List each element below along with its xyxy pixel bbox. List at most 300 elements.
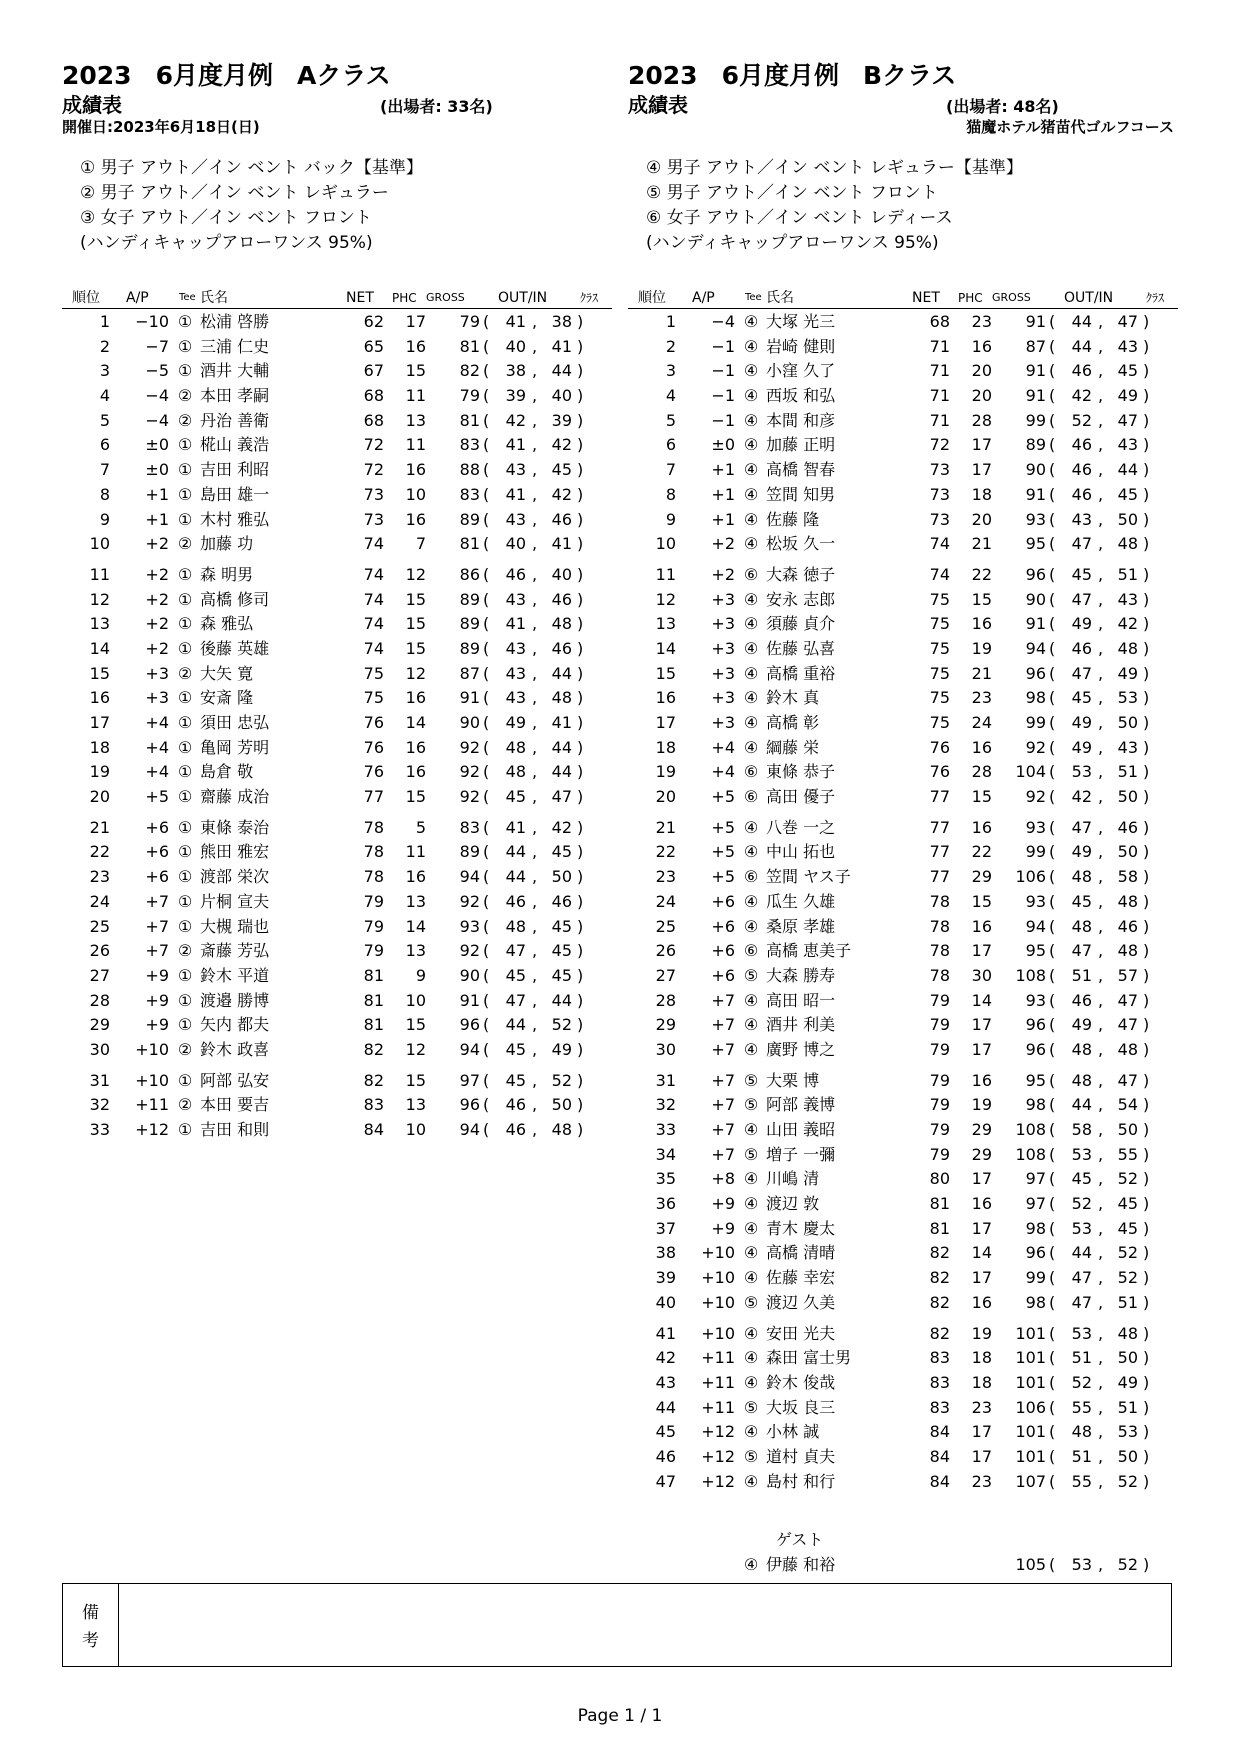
comma: , — [1098, 1070, 1104, 1090]
header-gross: GROSS — [426, 291, 465, 304]
name-cell: 廣野 博之 — [766, 1039, 836, 1059]
out-cell: 43 — [505, 589, 526, 609]
paren-open: ( — [1049, 842, 1056, 862]
name-cell: 青木 慶太 — [766, 1218, 836, 1238]
paren-open: ( — [1049, 460, 1056, 480]
table-row — [628, 483, 1178, 508]
header-name: 氏名 — [200, 290, 228, 306]
table-row — [628, 1291, 1178, 1316]
paren-open: ( — [483, 361, 490, 381]
comma: , — [1098, 842, 1104, 862]
participant-count: (出場者: 48名) — [946, 97, 1059, 116]
in-cell: 45 — [1117, 484, 1138, 504]
name-cell: 増子 一彌 — [766, 1144, 836, 1164]
paren-close: ) — [1143, 867, 1150, 887]
ap-cell: +9 — [145, 965, 169, 985]
comma: , — [1098, 713, 1104, 732]
comma: , — [1098, 1015, 1104, 1035]
tee-cell: ④ — [743, 509, 759, 529]
net-cell: 82 — [929, 1292, 950, 1312]
name-cell: 山田 義昭 — [766, 1120, 836, 1139]
comma: , — [532, 1120, 538, 1139]
in-cell: 42 — [551, 484, 572, 504]
rank-cell: 6 — [665, 435, 676, 455]
table-row — [628, 1266, 1178, 1291]
gross-cell: 94 — [1025, 638, 1046, 658]
paren-close: ) — [577, 713, 584, 732]
ap-cell: +2 — [145, 564, 169, 584]
comma: , — [532, 842, 538, 862]
net-cell: 77 — [929, 787, 950, 807]
rank-cell: 13 — [655, 614, 676, 634]
section-b-title — [628, 58, 1178, 94]
ap-cell: +7 — [711, 1070, 735, 1090]
ap-cell: +12 — [701, 1446, 735, 1466]
comma: , — [1098, 1268, 1104, 1288]
paren-open: ( — [1049, 1039, 1056, 1059]
in-cell: 45 — [1117, 1218, 1138, 1238]
ap-cell: +6 — [711, 965, 735, 985]
tee-cell: ④ — [743, 1554, 759, 1574]
gross-cell: 99 — [1025, 410, 1046, 430]
name-cell: 齋藤 成治 — [200, 787, 270, 807]
phc-cell: 17 — [971, 1268, 992, 1288]
comma: , — [532, 614, 538, 634]
phc-cell: 15 — [971, 589, 992, 609]
paren-close: ) — [1143, 941, 1150, 961]
rank-cell: 7 — [99, 460, 110, 480]
paren-open: ( — [1049, 688, 1056, 708]
ap-cell: +7 — [145, 941, 169, 961]
paren-open: ( — [1049, 817, 1056, 837]
phc-cell: 16 — [405, 336, 426, 356]
net-cell: 74 — [363, 589, 384, 609]
paren-close: ) — [1143, 564, 1150, 584]
table-row — [62, 816, 612, 841]
paren-open: ( — [1049, 1144, 1056, 1164]
paren-close: ) — [1143, 842, 1150, 862]
in-cell: 45 — [1117, 361, 1138, 381]
gross-cell: 79 — [459, 386, 480, 406]
rank-cell: 11 — [89, 564, 110, 584]
net-cell: 84 — [929, 1471, 950, 1491]
comma: , — [1098, 1397, 1104, 1417]
gross-cell: 92 — [1025, 737, 1046, 757]
in-cell: 39 — [551, 410, 572, 430]
rank-cell: 45 — [655, 1422, 676, 1442]
table-row — [62, 508, 612, 533]
comma: , — [1098, 564, 1104, 584]
tee-cell: ① — [177, 638, 193, 658]
net-cell: 74 — [363, 614, 384, 634]
rank-cell: 12 — [655, 589, 676, 609]
ap-cell: +5 — [711, 817, 735, 837]
comma: , — [1098, 787, 1104, 807]
net-cell: 73 — [929, 484, 950, 504]
table-row — [62, 1069, 612, 1094]
gross-cell: 92 — [459, 941, 480, 961]
paren-open: ( — [1049, 1372, 1056, 1392]
paren-open: ( — [1049, 589, 1056, 609]
comma: , — [532, 336, 538, 356]
out-cell: 53 — [1071, 762, 1092, 782]
tee-cell: ④ — [743, 484, 759, 504]
in-cell: 43 — [1117, 589, 1138, 609]
name-cell: 森 明男 — [200, 564, 254, 584]
net-cell: 81 — [363, 965, 384, 985]
gross-cell: 96 — [459, 1015, 480, 1035]
table-row — [628, 1093, 1178, 1118]
net-cell: 79 — [929, 990, 950, 1010]
paren-open: ( — [1049, 1397, 1056, 1417]
paren-close: ) — [1143, 1120, 1150, 1139]
name-cell: 八巻 一之 — [766, 817, 836, 837]
ap-cell: +7 — [711, 1144, 735, 1164]
paren-open: ( — [483, 1095, 490, 1115]
tee-cell: ④ — [743, 1169, 759, 1189]
tee-cell: ① — [177, 1120, 193, 1139]
tee-cell: ① — [177, 817, 193, 837]
phc-cell: 30 — [971, 965, 992, 985]
ap-cell: +2 — [145, 614, 169, 634]
tee-cell: ④ — [743, 990, 759, 1010]
tee-legend-item: ③ 女子 アウト／イン ベント フロント — [80, 208, 372, 228]
net-cell: 76 — [363, 713, 384, 732]
out-cell: 49 — [1071, 614, 1092, 634]
gross-cell: 96 — [1025, 1243, 1046, 1263]
out-cell: 42 — [1071, 386, 1092, 406]
phc-cell: 28 — [971, 410, 992, 430]
in-cell: 49 — [1117, 663, 1138, 683]
ap-cell: +9 — [145, 990, 169, 1010]
rank-cell: 40 — [655, 1292, 676, 1312]
net-cell: 75 — [929, 614, 950, 634]
rank-cell: 12 — [89, 589, 110, 609]
in-cell: 48 — [1117, 891, 1138, 911]
paren-close: ) — [577, 842, 584, 862]
in-cell: 46 — [551, 638, 572, 658]
ap-cell: +5 — [711, 842, 735, 862]
in-cell: 44 — [1117, 460, 1138, 480]
name-cell: 森 雅弘 — [200, 614, 254, 634]
table-row — [62, 637, 612, 662]
net-cell: 73 — [363, 484, 384, 504]
paren-close: ) — [577, 1015, 584, 1035]
phc-cell: 29 — [971, 1120, 992, 1139]
name-cell: 笠間 知男 — [766, 484, 836, 504]
out-cell: 47 — [1071, 663, 1092, 683]
paren-close: ) — [1143, 1218, 1150, 1238]
rank-cell: 14 — [655, 638, 676, 658]
phc-cell: 13 — [405, 1095, 426, 1115]
table-row — [62, 760, 612, 785]
gross-cell: 83 — [459, 817, 480, 837]
tee-cell: ④ — [743, 460, 759, 480]
net-cell: 79 — [363, 941, 384, 961]
table-row — [628, 736, 1178, 761]
tee-cell: ④ — [743, 386, 759, 406]
out-cell: 46 — [1071, 361, 1092, 381]
gross-cell: 83 — [459, 435, 480, 455]
in-cell: 41 — [551, 336, 572, 356]
phc-cell: 15 — [971, 891, 992, 911]
phc-cell: 16 — [971, 1070, 992, 1090]
out-cell: 55 — [1071, 1397, 1092, 1417]
ap-cell: −4 — [711, 312, 735, 331]
out-cell: 47 — [1071, 589, 1092, 609]
phc-cell: 16 — [405, 460, 426, 480]
net-cell: 81 — [929, 1218, 950, 1238]
comma: , — [1098, 916, 1104, 936]
tee-cell: ④ — [743, 1348, 759, 1368]
in-cell: 43 — [1117, 435, 1138, 455]
tee-cell: ⑥ — [743, 762, 759, 782]
section-a-subtitle-row — [62, 94, 612, 116]
paren-open: ( — [1049, 1070, 1056, 1090]
table-row — [628, 1396, 1178, 1421]
paren-close: ) — [577, 867, 584, 887]
gross-cell: 86 — [459, 564, 480, 584]
rank-cell: 29 — [655, 1015, 676, 1035]
ap-cell: +2 — [711, 534, 735, 554]
phc-cell: 20 — [971, 386, 992, 406]
name-cell: 東條 泰治 — [200, 817, 270, 837]
out-cell: 48 — [1071, 867, 1092, 887]
title-year: 2023 — [628, 61, 698, 90]
paren-close: ) — [1143, 589, 1150, 609]
paren-open: ( — [1049, 1554, 1056, 1574]
table-row — [628, 458, 1178, 483]
gross-cell: 96 — [1025, 1039, 1046, 1059]
out-cell: 55 — [1071, 1471, 1092, 1491]
paren-close: ) — [577, 688, 584, 708]
net-cell: 79 — [929, 1039, 950, 1059]
ap-cell: −1 — [711, 386, 735, 406]
phc-cell: 16 — [971, 1194, 992, 1214]
paren-open: ( — [1049, 509, 1056, 529]
name-cell: 鈴木 俊哉 — [766, 1372, 836, 1392]
in-cell: 50 — [1117, 1348, 1138, 1368]
paren-close: ) — [1143, 1397, 1150, 1417]
name-cell: 酒井 大輔 — [200, 361, 270, 381]
gross-cell: 79 — [459, 312, 480, 331]
ap-cell: +3 — [711, 589, 735, 609]
rank-cell: 33 — [89, 1120, 110, 1139]
gross-cell: 91 — [1025, 361, 1046, 381]
table-row — [628, 637, 1178, 662]
tee-cell: ② — [177, 1095, 193, 1115]
tee-cell: ① — [177, 842, 193, 862]
tee-cell: ④ — [743, 435, 759, 455]
name-cell: 安田 光夫 — [766, 1323, 836, 1343]
rank-cell: 17 — [89, 713, 110, 732]
name-cell: 片桐 宣夫 — [200, 891, 270, 911]
out-cell: 45 — [505, 965, 526, 985]
paren-close: ) — [577, 817, 584, 837]
table-row — [628, 1038, 1178, 1063]
phc-cell: 16 — [405, 762, 426, 782]
in-cell: 40 — [551, 564, 572, 584]
gross-cell: 90 — [459, 713, 480, 732]
tee-legend-item: ② 男子 アウト／イン ベント レギュラー — [80, 183, 389, 203]
in-cell: 53 — [1117, 688, 1138, 708]
name-cell: 川嶋 清 — [766, 1169, 820, 1189]
comma: , — [532, 990, 538, 1010]
rank-cell: 15 — [655, 663, 676, 683]
table-row — [628, 1217, 1178, 1242]
guest-row — [628, 1553, 1178, 1578]
phc-cell: 12 — [405, 663, 426, 683]
tee-cell: ④ — [743, 891, 759, 911]
in-cell: 51 — [1117, 762, 1138, 782]
paren-close: ) — [577, 1120, 584, 1139]
paren-close: ) — [1143, 1039, 1150, 1059]
out-cell: 44 — [505, 1015, 526, 1035]
rank-cell: 36 — [655, 1194, 676, 1214]
ap-cell: +11 — [135, 1095, 169, 1115]
table-row — [628, 433, 1178, 458]
phc-cell: 13 — [405, 941, 426, 961]
out-cell: 46 — [505, 564, 526, 584]
out-cell: 44 — [1071, 1095, 1092, 1115]
tee-cell: ⑤ — [743, 1095, 759, 1115]
net-cell: 78 — [363, 817, 384, 837]
tee-legend — [62, 156, 612, 256]
table-row — [62, 335, 612, 360]
phc-cell: 18 — [971, 1372, 992, 1392]
rank-cell: 10 — [89, 534, 110, 554]
phc-cell: 17 — [971, 1446, 992, 1466]
guest-section — [628, 1528, 1178, 1577]
tee-cell: ① — [177, 688, 193, 708]
remarks-label-1: 備 — [82, 1603, 99, 1623]
rank-cell: 2 — [99, 336, 110, 356]
phc-cell: 16 — [971, 336, 992, 356]
paren-close: ) — [1143, 737, 1150, 757]
ap-cell: +9 — [711, 1218, 735, 1238]
ap-cell: +10 — [135, 1070, 169, 1090]
tee-cell: ④ — [743, 589, 759, 609]
phc-cell: 15 — [405, 614, 426, 634]
rank-cell: 3 — [665, 361, 676, 381]
ap-cell: +6 — [145, 842, 169, 862]
ap-cell: +7 — [711, 990, 735, 1010]
rank-cell: 27 — [89, 965, 110, 985]
paren-close: ) — [577, 614, 584, 634]
phc-cell: 15 — [971, 787, 992, 807]
paren-close: ) — [577, 386, 584, 406]
name-cell: 島村 和行 — [766, 1471, 836, 1491]
paren-close: ) — [577, 916, 584, 936]
tee-cell: ④ — [743, 1471, 759, 1491]
gross-cell: 94 — [459, 1120, 480, 1139]
paren-open: ( — [1049, 713, 1056, 732]
phc-cell: 13 — [405, 410, 426, 430]
paren-close: ) — [1143, 1422, 1150, 1442]
name-cell: 高橋 恵美子 — [766, 941, 852, 961]
phc-cell: 18 — [971, 484, 992, 504]
ap-cell: −1 — [711, 361, 735, 381]
comma: , — [532, 867, 538, 887]
out-cell: 51 — [1071, 1446, 1092, 1466]
rank-cell: 21 — [89, 817, 110, 837]
paren-open: ( — [483, 534, 490, 554]
in-cell: 40 — [551, 386, 572, 406]
remarks-label — [63, 1584, 119, 1666]
net-cell: 78 — [363, 867, 384, 887]
comma: , — [1098, 1095, 1104, 1115]
paren-close: ) — [577, 312, 584, 331]
out-cell: 43 — [505, 638, 526, 658]
table-row — [628, 865, 1178, 890]
in-cell: 50 — [1117, 713, 1138, 732]
comma: , — [1098, 1169, 1104, 1189]
tee-cell: ⑥ — [743, 941, 759, 961]
tee-cell: ① — [177, 713, 193, 732]
gross-cell: 101 — [1015, 1372, 1046, 1392]
table-row — [62, 532, 612, 557]
net-cell: 84 — [929, 1422, 950, 1442]
name-cell: 大森 勝寿 — [766, 965, 836, 985]
rank-cell: 38 — [655, 1243, 676, 1263]
table-row — [628, 532, 1178, 557]
rank-cell: 20 — [655, 787, 676, 807]
rank-cell: 4 — [665, 386, 676, 406]
phc-cell: 22 — [971, 564, 992, 584]
rank-cell: 17 — [655, 713, 676, 732]
comma: , — [532, 460, 538, 480]
ap-cell: +6 — [711, 891, 735, 911]
paren-close: ) — [1143, 1144, 1150, 1164]
ap-cell: +11 — [701, 1348, 735, 1368]
header-phc: PHC — [392, 291, 417, 305]
name-cell: 高橋 清晴 — [766, 1243, 836, 1263]
paren-open: ( — [483, 312, 490, 331]
out-cell: 40 — [505, 534, 526, 554]
comma: , — [1098, 1292, 1104, 1312]
comma: , — [1098, 336, 1104, 356]
table-row — [628, 1069, 1178, 1094]
tee-cell: ① — [177, 484, 193, 504]
table-row — [62, 1038, 612, 1063]
table-row — [628, 310, 1178, 335]
paren-close: ) — [1143, 1169, 1150, 1189]
out-cell: 41 — [505, 435, 526, 455]
ap-cell: +3 — [711, 614, 735, 634]
paren-open: ( — [1049, 336, 1056, 356]
net-cell: 72 — [929, 435, 950, 455]
out-cell: 45 — [505, 1070, 526, 1090]
out-cell: 46 — [1071, 484, 1092, 504]
phc-cell: 7 — [415, 534, 426, 554]
in-cell: 44 — [551, 990, 572, 1010]
name-cell: 島倉 敬 — [200, 762, 254, 782]
gross-cell: 96 — [459, 1095, 480, 1115]
paren-open: ( — [1049, 1323, 1056, 1343]
ap-cell: +1 — [711, 484, 735, 504]
in-cell: 52 — [1117, 1169, 1138, 1189]
net-cell: 68 — [929, 312, 950, 331]
paren-close: ) — [577, 638, 584, 658]
name-cell: 瓜生 久雄 — [766, 891, 836, 911]
table-row — [62, 939, 612, 964]
net-cell: 77 — [929, 817, 950, 837]
out-cell: 46 — [505, 1120, 526, 1139]
gross-cell: 98 — [1025, 1218, 1046, 1238]
name-cell: 小窪 久了 — [766, 361, 836, 381]
comma: , — [532, 762, 538, 782]
comma: , — [532, 386, 538, 406]
